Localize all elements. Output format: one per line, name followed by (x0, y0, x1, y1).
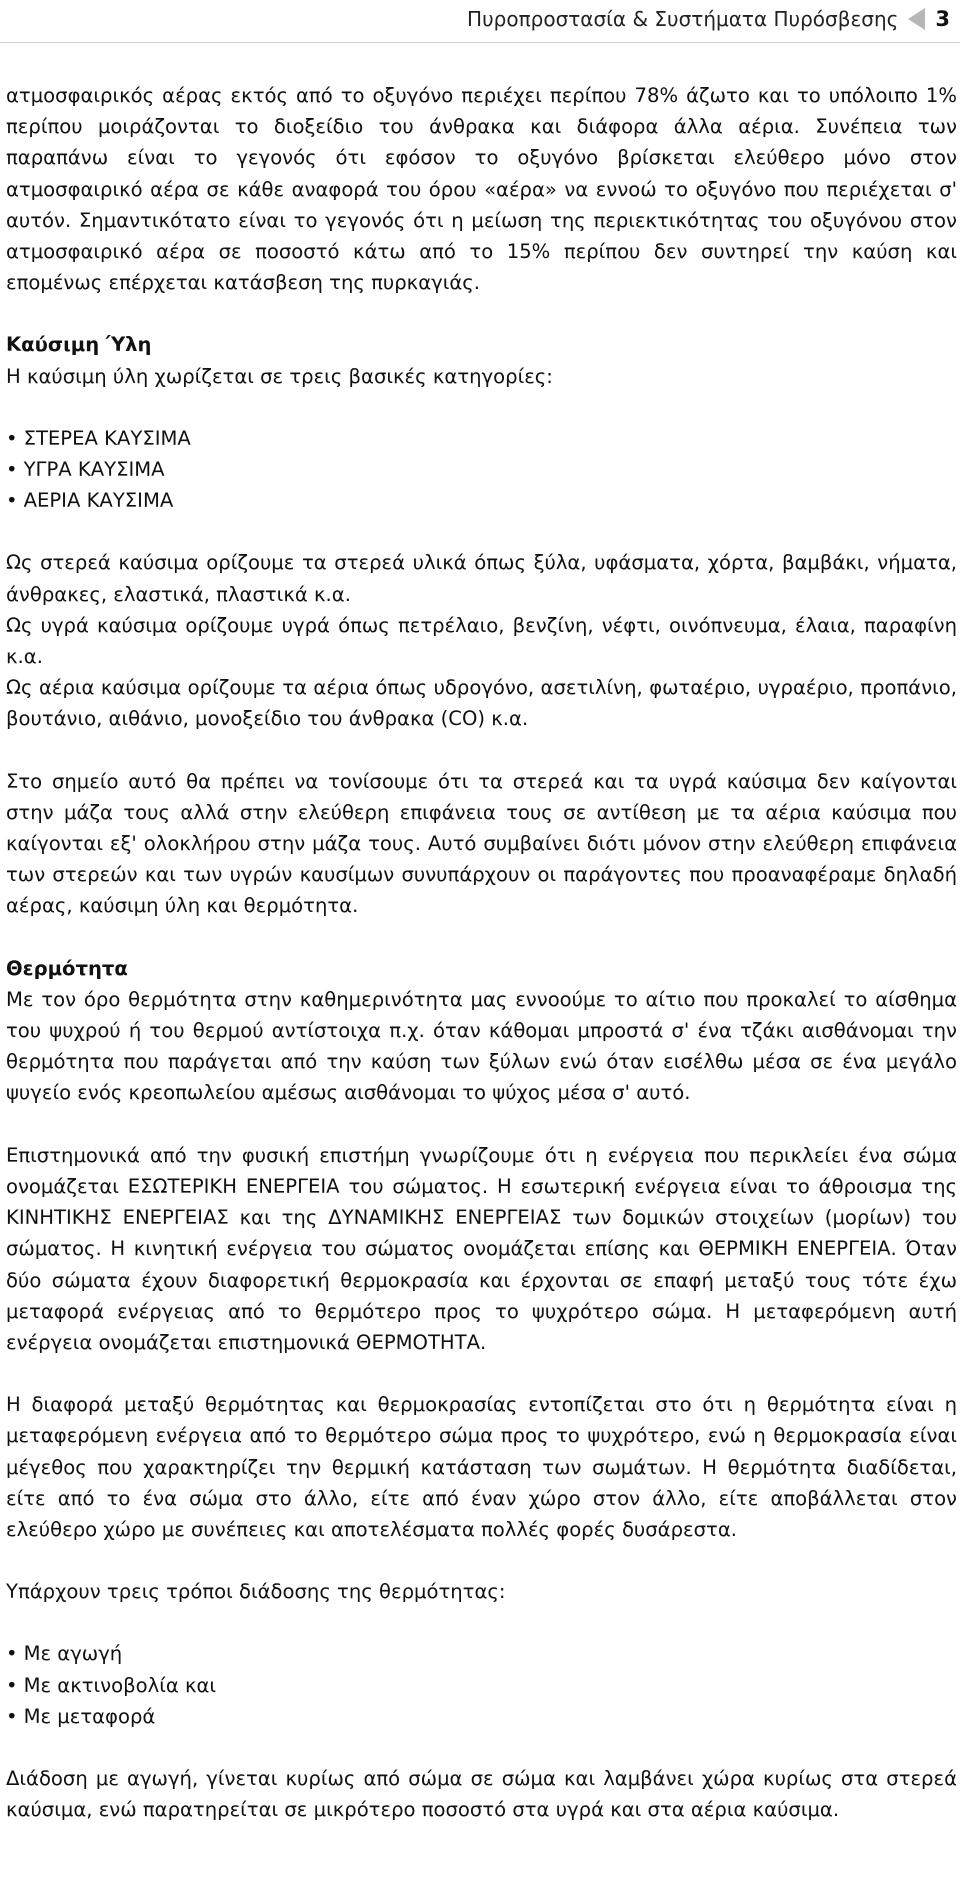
page-pointer-icon (908, 8, 925, 30)
list-item-text: ΥΓΡΑ ΚΑΥΣΙΜΑ (23, 458, 165, 482)
paragraph-liquid-fuels: Ως υγρά καύσιμα ορίζουμε υγρά όπως πετρέλαιο, βενζίνη, νέφτι, οινόπνευμα, έλαια, παραφίνη κ.α. (6, 613, 957, 669)
header-title: Πυροπροστασία & Συστήματα Πυρόσβεσης (467, 7, 899, 31)
page-header (467, 4, 950, 34)
document-body (6, 80, 957, 1825)
list-item-text: ΑΕΡΙΑ ΚΑΥΣΙΜΑ (23, 489, 174, 513)
paragraph-internal-energy: Επιστημονικά από την φυσική επιστήμη γνωρίζουμε ότι η ενέργεια που περικλείει ένα σώμα ονομάζεται ΕΣΩΤΕΡΙΚΗ ΕΝΕΡΓΕΙΑ του σώματος. Η εσωτερική ενέργεια είναι το άθροισμα της ΚΙΝΗΤΙΚΗΣ ΕΝΕΡΓΕΙΑΣ και της ΔΥΝΑΜΙΚΗΣ ΕΝΕΡΓΕΙΑΣ των δομικών στοιχείων (μορίων) του σώματος. Η κινητική ενέργεια του σώματος ονομάζεται επίσης και ΘΕΡΜΙΚΗ ΕΝΕΡΓΕΙΑ. Όταν δύο σώματα έχουν διαφορετική θερμοκρασία και έρχονται σε επαφή μεταξύ τους τότε έχω μεταφορά ενέργειας από το θερμότερο προς το ψυχρότερο σώμα. Η μεταφερόμενη αυτή ενέργεια ονομάζεται επιστημονικά ΘΕΡΜΟΤΗΤΑ. (6, 1143, 957, 1354)
bullet-icon: • (6, 1673, 18, 1697)
list-item-text: Με αγωγή (23, 1642, 123, 1666)
heat-transfer-list (6, 1638, 957, 1732)
list-item (6, 1670, 957, 1701)
paragraph-heat-vs-temperature: Η διαφορά μεταξύ θερμότητας και θερμοκρασίας εντοπίζεται στο ότι η θερμότητα είναι η μεταφερόμενη ενέργεια από το θερμότερο σώμα προς το ψυχρότερο, ενώ η θερμοκρασία είναι μέγεθος που χαρακτηρίζει την θερμική κατάσταση των σωμάτων. Η θερμότητα διαδίδεται, είτε από το ένα σώμα στο άλλο, είτε από έναν χώρο στον άλλο, είτε αποβάλλεται στον ελεύθερο χώρο με συνέπειες και αποτελέσματα πολλές φορές δυσάρεστα. (6, 1393, 957, 1541)
list-item (6, 1701, 957, 1732)
paragraph-conduction: Διάδοση με αγωγή, γίνεται κυρίως από σώμα σε σώμα και λαμβάνει χώρα κυρίως στα στερεά καύσιμα, ενώ παρατηρείται σε μικρότερο ποσοστό στα υγρά και στα αέρια καύσιμα. (6, 1766, 957, 1822)
bullet-icon: • (6, 1642, 18, 1666)
fuel-types-list (6, 423, 957, 517)
paragraph-solid-fuels: Ως στερεά καύσιμα ορίζουμε τα στερεά υλικά όπως ξύλα, υφάσματα, χόρτα, βαμβάκι, νήματα, άνθρακες, ελαστικά, πλαστικά κ.α. (6, 551, 957, 606)
paragraph-transfer-intro: Υπάρχουν τρεις τρόποι διάδοσης της θερμότητας: (6, 1580, 506, 1604)
paragraph-air-composition: ατμοσφαιρικός αέρας εκτός από το οξυγόνο περιέχει περίπου 78% άζωτο και το υπόλοιπο 1% περίπου μοιράζονται το διοξείδιο του άνθρακα και διάφορα άλλα αέρια. Συνέπεια των παραπάνω είναι το γεγονός ότι εφόσον το οξυγόνο βρίσκεται ελεύθερο μόνο στον ατμοσφαιρικό αέρα σε κάθε αναφορά του όρου «αέρα» να εννοώ το οξυγόνο που περιέχεται σ' αυτόν. Σημαντικότατο είναι το γεγονός ότι η μείωση της περιεκτικότητας του οξυγόνου στον ατμοσφαιρικό αέρα σε ποσοστό κάτω από το 15% περίπου δεν συντηρεί την καύση και επομένως επέρχεται κατάσβεση της πυρκαγιάς. (6, 84, 957, 295)
paragraph-fuel-intro: Η καύσιμη ύλη χωρίζεται σε τρεις βασικές κατηγορίες: (6, 364, 553, 388)
header-divider (0, 42, 960, 43)
list-item (6, 454, 957, 485)
list-item (6, 423, 957, 454)
bullet-icon: • (6, 1704, 18, 1728)
bullet-icon: • (6, 426, 18, 450)
page-number: 3 (935, 7, 950, 31)
list-item (6, 1638, 957, 1669)
list-item (6, 485, 957, 516)
paragraph-gas-fuels: Ως αέρια καύσιμα ορίζουμε τα αέρια όπως υδρογόνο, ασετιλίνη, φωταέριο, υγραέριο, προπάνιο, βουτάνιο, αιθάνιο, μονοξείδιο του άνθρακα (CO) κ.α. (6, 676, 957, 731)
heading-fuel: Καύσιμη Ύλη (6, 333, 152, 357)
paragraph-surface-burning: Στο σημείο αυτό θα πρέπει να τονίσουμε ότι τα στερεά και τα υγρά καύσιμα δεν καίγονται στην μάζα τους αλλά στην ελεύθερη επιφάνεια τους σε αντίθεση με τα αέρια καύσιμα που καίγονται εξ' ολοκλήρου στην μάζα τους. Αυτό συμβαίνει διότι μόνον στην ελεύθερη επιφάνεια των στερεών και των υγρών καυσίμων συνυπάρχουν οι παράγοντες που προαναφέραμε δηλαδή αέρας, καύσιμη ύλη και θερμότητα. (6, 769, 957, 918)
list-item-text: Με μεταφορά (23, 1704, 156, 1728)
bullet-icon: • (6, 489, 18, 513)
paragraph-heat-everyday: Με τον όρο θερμότητα στην καθημερινότητα μας εννοούμε το αίτιο που προκαλεί το αίσθημα του ψυχρού ή του θερμού αντίστοιχα π.χ. όταν κάθομαι μπροστά σ' ένα τζάκι αισθάνομαι την θερμότητα που παράγεται από την καύση των ξύλων ενώ όταν εισέλθω μέσα σε ένα μεγάλο ψυγείο ενός κρεοπωλείου αμέσως αισθάνομαι το ψύχος μέσα σ' αυτό. (6, 987, 957, 1105)
list-item-text: ΣΤΕΡΕΑ ΚΑΥΣΙΜΑ (23, 426, 191, 450)
bullet-icon: • (6, 458, 18, 482)
heading-heat: Θερμότητα (6, 956, 128, 980)
list-item-text: Με ακτινοβολία και (23, 1673, 217, 1697)
